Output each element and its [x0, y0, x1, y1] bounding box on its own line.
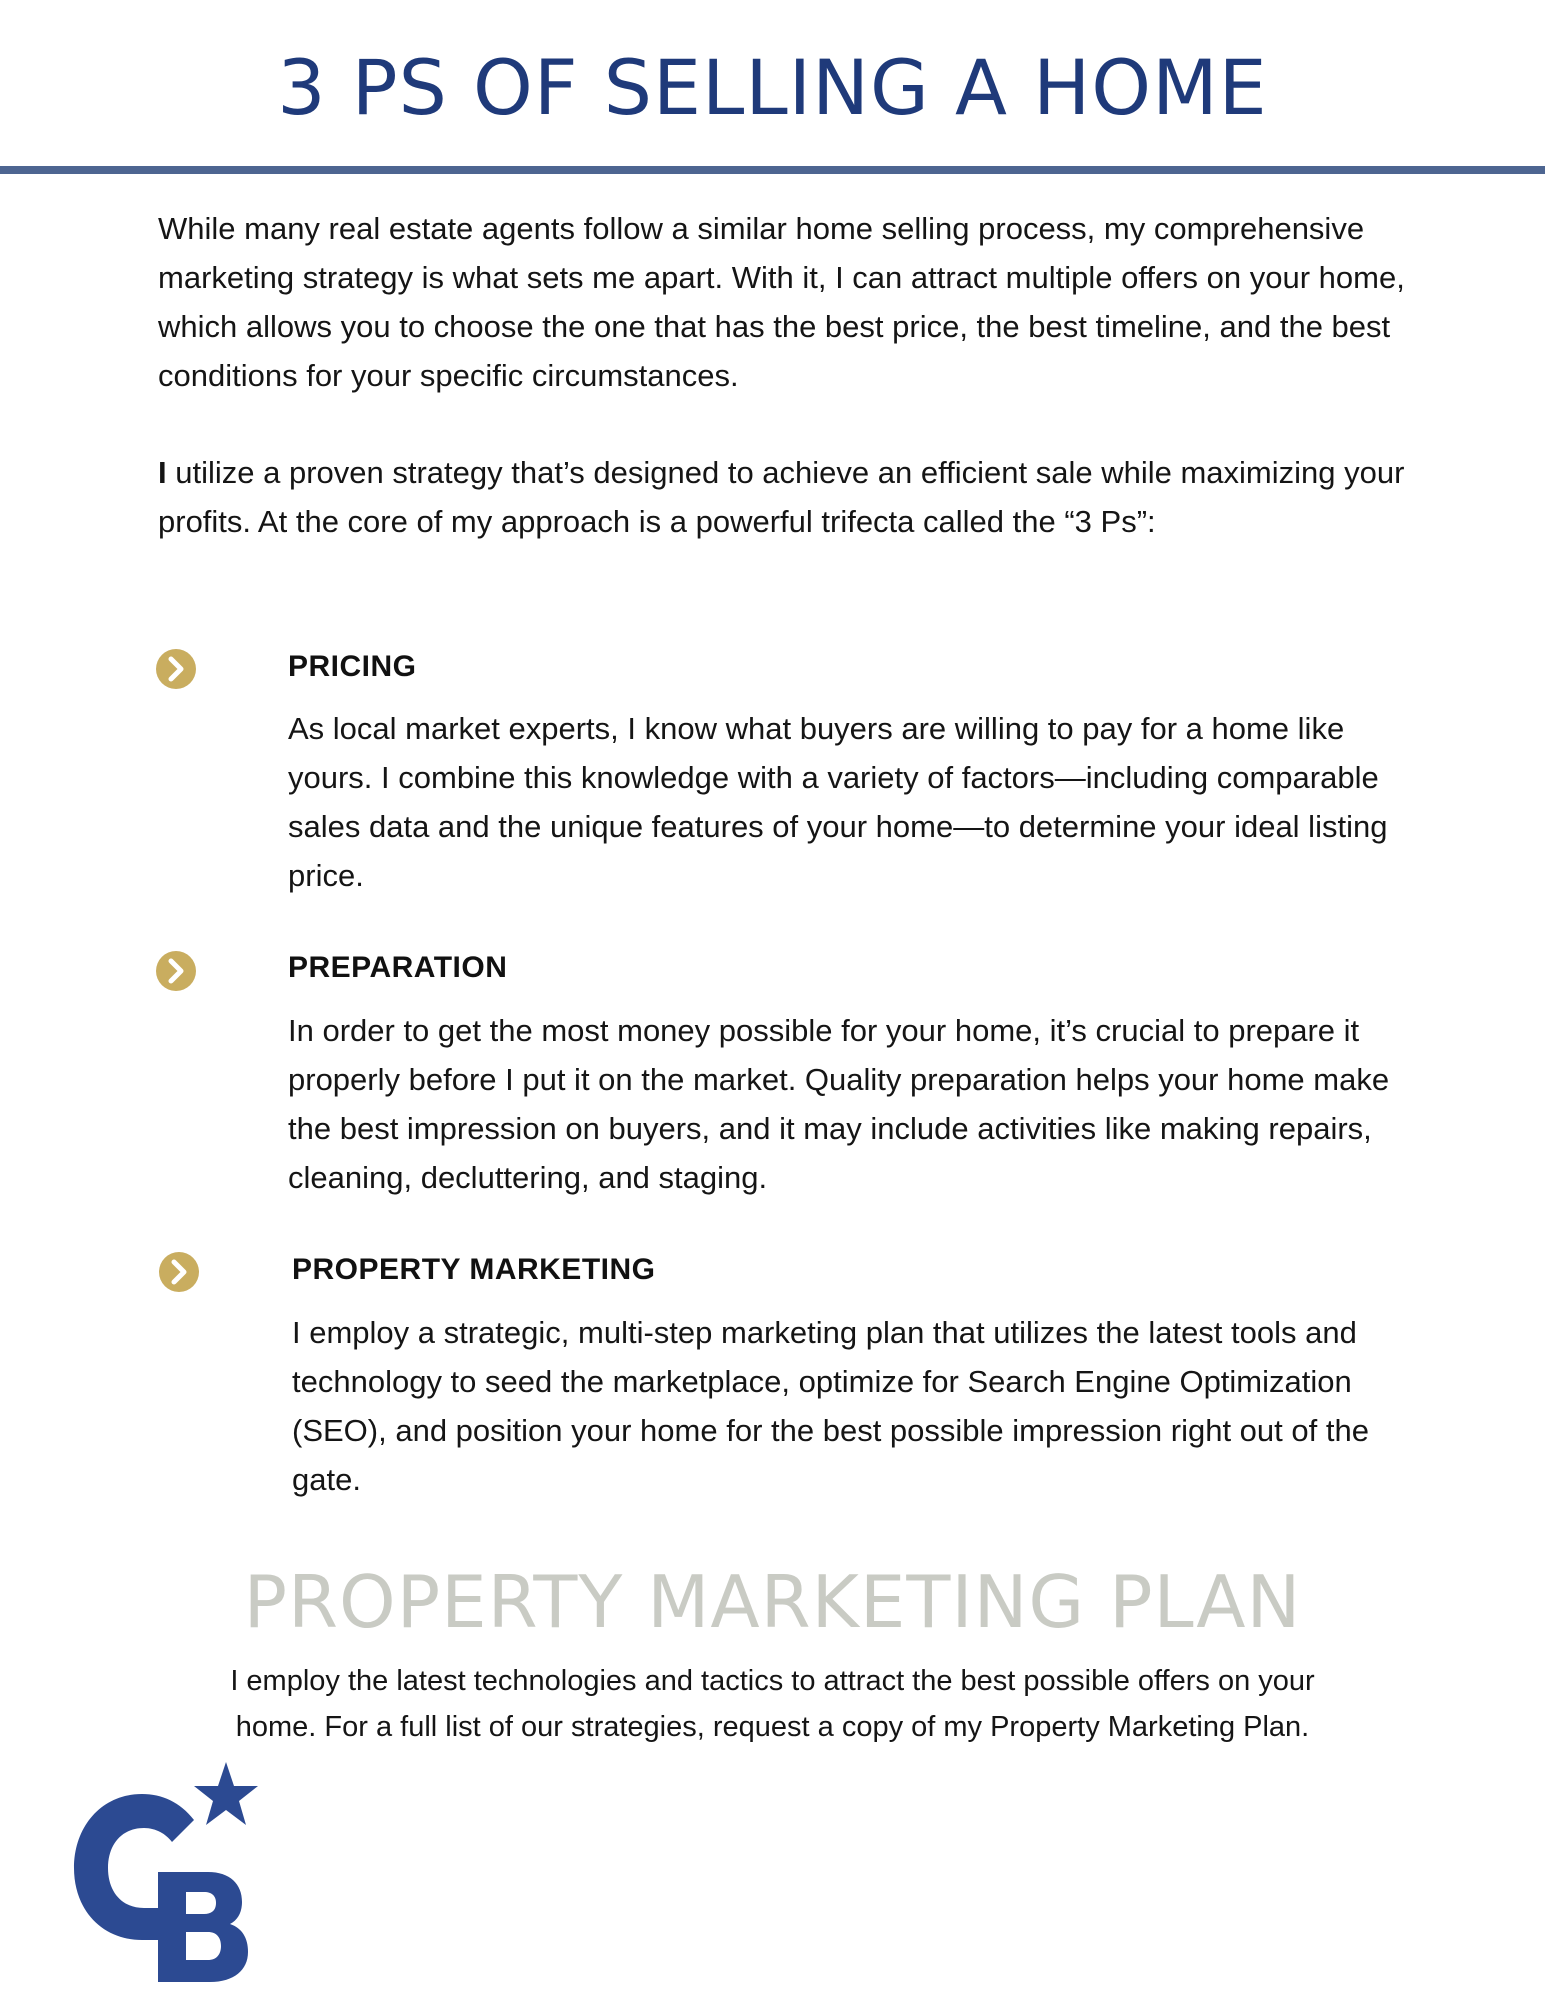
intro-paragraph-2-text: utilize a proven strategy that’s designed to achieve an efficient sale while maximizing your profits. At the core of my approach is a powerful trifecta called the “3 Ps”:	[158, 455, 1405, 539]
section-heading-property-marketing: PROPERTY MARKETING	[292, 1253, 656, 1286]
section-heading-preparation: PREPARATION	[288, 951, 508, 984]
page-title: 3 PS OF SELLING A HOME	[277, 43, 1268, 132]
section-body-pricing: As local market experts, I know what buyers are willing to pay for a home like yours. I combine this knowledge with a variety of factors—including comparable sales data and the unique features of your home—to determine your ideal listing price.	[288, 711, 1388, 893]
title-divider	[0, 166, 1545, 174]
plan-body-line-1: I employ the latest technologies and tactics to attract the best possible offers on your	[230, 1665, 1315, 1697]
plan-title: PROPERTY MARKETING PLAN	[243, 1560, 1302, 1644]
cb-star-logo	[58, 1762, 258, 1982]
intro-paragraph-2-lead: I	[158, 455, 167, 490]
section-body-preparation: In order to get the most money possible for your home, it’s crucial to prepare it properly before I put it on the market. Quality preparation helps your home make the best impression on buyers, and it may include activities like making repairs, cleaning, decluttering, and staging.	[288, 1013, 1390, 1195]
chevron-right-circle-icon	[156, 951, 196, 991]
chevron-right-circle-icon	[156, 649, 196, 689]
intro-paragraph-2	[158, 448, 1408, 546]
section-heading-pricing: PRICING	[288, 650, 417, 683]
intro-paragraph-1: While many real estate agents follow a similar home selling process, my comprehensive marketing strategy is what sets me apart. With it, I can attract multiple offers on your home, which allows you to choose the one that has the best price, the best timeline, and the best conditions for your specific circumstances.	[158, 211, 1405, 393]
plan-body	[0, 1658, 1545, 1750]
chevron-right-circle-icon	[159, 1252, 199, 1292]
plan-body-line-2: home. For a full list of our strategies, request a copy of my Property Marketing Plan.	[235, 1711, 1310, 1743]
section-body-property-marketing: I employ a strategic, multi-step marketing plan that utilizes the latest tools and technology to seed the marketplace, optimize for Search Engine Optimization (SEO), and position your home for the best possible impression right out of the gate.	[292, 1315, 1369, 1497]
